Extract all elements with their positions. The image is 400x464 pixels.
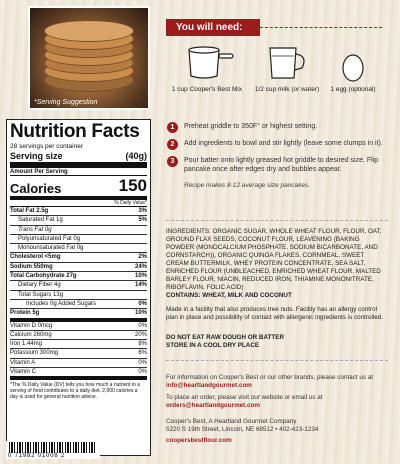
measuring-cup-icon [183, 44, 235, 84]
header-divider [250, 27, 382, 28]
nutrient-row: Saturated Fat 1g 5% [10, 216, 147, 225]
ingredients-text: INGREDIENTS: ORGANIC SUGAR, WHOLE WHEAT FLOUR, FLOUR, OAT, GROUND FLAX SEEDS, COCONUT FLOUR, LEAVENING (BAKING POWDER (MONOCALCIUM PHOSPHATE, SODIUM BICARBONATE, AND CORNSTARCH)), ORGANIC QUINOA FLAKES, CORNMEAL, SWEET CREAM BUTTERMILK, WHEY PROTEIN CONCENTRATE, SEA SALT, ENRICHED FLOUR (UNBLEACHED, ENRICHED WHEAT FLOUR, MALTED BARLEY FLOUR, NIACIN, REDUCED IRON, THIAMINE MONONITRATE, RIBOFLAVIN, FOLIC ACID) [166, 228, 382, 291]
warning-raw-dough: DO NOT EAT RAW DOUGH OR BATTER [166, 334, 285, 341]
nutrient-row: Trans Fat 0g [10, 226, 147, 235]
contains-text: CONTAINS: WHEAT, MILK AND COCONUT [166, 292, 292, 299]
contact-info: For information on Cooper's Best or our other brands, please contact us at info@heartlandgourmet.com [166, 374, 374, 389]
step-2 [167, 139, 392, 148]
nutrient-row: Dietary Fiber 4g 14% [10, 281, 147, 290]
nutrient-row: Vitamin D 0mcg 0% [10, 322, 147, 331]
recipe-note: Recipe makes 8-12 average size pancakes. [184, 182, 311, 189]
info-email-link[interactable]: info@heartlandgourmet.com [166, 382, 252, 389]
company-name: Cooper's Best, A Heartland Gourmet Company [166, 418, 297, 425]
serving-size: Serving size (40g) [10, 151, 147, 168]
barcode [6, 441, 100, 459]
nutrient-row: Vitamin A 0% [10, 359, 147, 368]
step-text: Pour batter onto lightly greased hot griddle to desired size. Flip pancake once after edges dry and bubbles appear. [184, 157, 379, 173]
nutrient-row: Potassium 300mg 6% [10, 349, 147, 358]
amount-per-serving: Amount Per Serving [10, 168, 147, 176]
nutrient-row: Total Fat 2.5g 3% [10, 207, 147, 216]
nutrient-row: Sodium 550mg 24% [10, 263, 147, 272]
nutrition-facts-label [6, 119, 151, 456]
warning-storage: STORE IN A COOL DRY PLACE [166, 342, 260, 349]
nutrition-title: Nutrition Facts [10, 121, 140, 142]
nutrient-row: Vitamin C 0% [10, 368, 147, 380]
section-divider [166, 220, 388, 221]
barcode-bars [9, 442, 97, 453]
nutrient-row: Polyunsaturated Fat 0g [10, 235, 147, 244]
barcode-number: 0 71982 01008 2 [8, 453, 66, 459]
servings-per-container: 28 servings per container [10, 143, 83, 150]
nutrient-row: Calcium 260mg 20% [10, 331, 147, 340]
daily-value-footnote: *The % Daily Value (DV) tells you how much a nutrient in a serving of food contributes to a daily diet. 2,000 calories a day is used for general nutrition advice. [10, 382, 140, 401]
nutrient-row: Iron 1.44mg 8% [10, 340, 147, 349]
milk-cup-icon [262, 44, 312, 84]
step-number: 2 [167, 139, 178, 150]
step-3 [167, 156, 392, 174]
nutrient-row: Includes 0g Added Sugars 0% [10, 300, 147, 309]
step-text: Add ingredients to bowl and stir lightly (leave some clumps in it). [184, 140, 383, 147]
website-link[interactable]: coopersbestflour.com [166, 437, 232, 444]
step-1 [167, 122, 392, 131]
nutrient-row: Monounsaturated Fat 0g [10, 244, 147, 253]
facility-statement: Made in a facility that also produces tree nuts. Facility has an allergy control plan in place and possibility of contact with allergenic ingredients is controlled. [166, 306, 384, 321]
company-address: 5220 S 19th Street, Lincoln, NE 68512 • 402-423-1234 [166, 426, 319, 433]
ingredient-milk-label: 1/2 cup milk (or water) [254, 86, 320, 93]
order-info: To place an order, please visit our website or email us at orders@heartlandgourmet.com [166, 394, 323, 409]
serving-suggestion-caption: *Serving Suggestion [34, 99, 98, 106]
warnings [166, 334, 388, 350]
calories-row: Calories 150 [10, 176, 147, 200]
step-text: Preheat griddle to 350F° or highest setting. [184, 123, 318, 130]
ingredient-mix-label: 1 cup Cooper's Best Mix [171, 86, 243, 93]
section-divider [166, 360, 388, 361]
nutrient-row: Cholesterol <5mg 2% [10, 253, 147, 262]
nutrient-row: Protein 5g 10% [10, 309, 147, 321]
you-will-need-header: You will need: [166, 19, 260, 36]
ingredients-block [166, 228, 388, 300]
pancake-photo [28, 6, 150, 110]
daily-value-header: % Daily Value* [10, 200, 147, 207]
company-info [166, 418, 388, 445]
egg-icon [338, 50, 368, 84]
step-number: 3 [167, 156, 178, 167]
directions [167, 122, 392, 189]
step-number: 1 [167, 122, 178, 133]
nutrient-row: Total Sugars 13g [10, 291, 147, 300]
ingredient-egg-label: 1 egg (optional) [330, 86, 376, 93]
orders-email-link[interactable]: orders@heartlandgourmet.com [166, 402, 260, 409]
nutrient-row: Total Carbohydrate 27g 10% [10, 272, 147, 281]
